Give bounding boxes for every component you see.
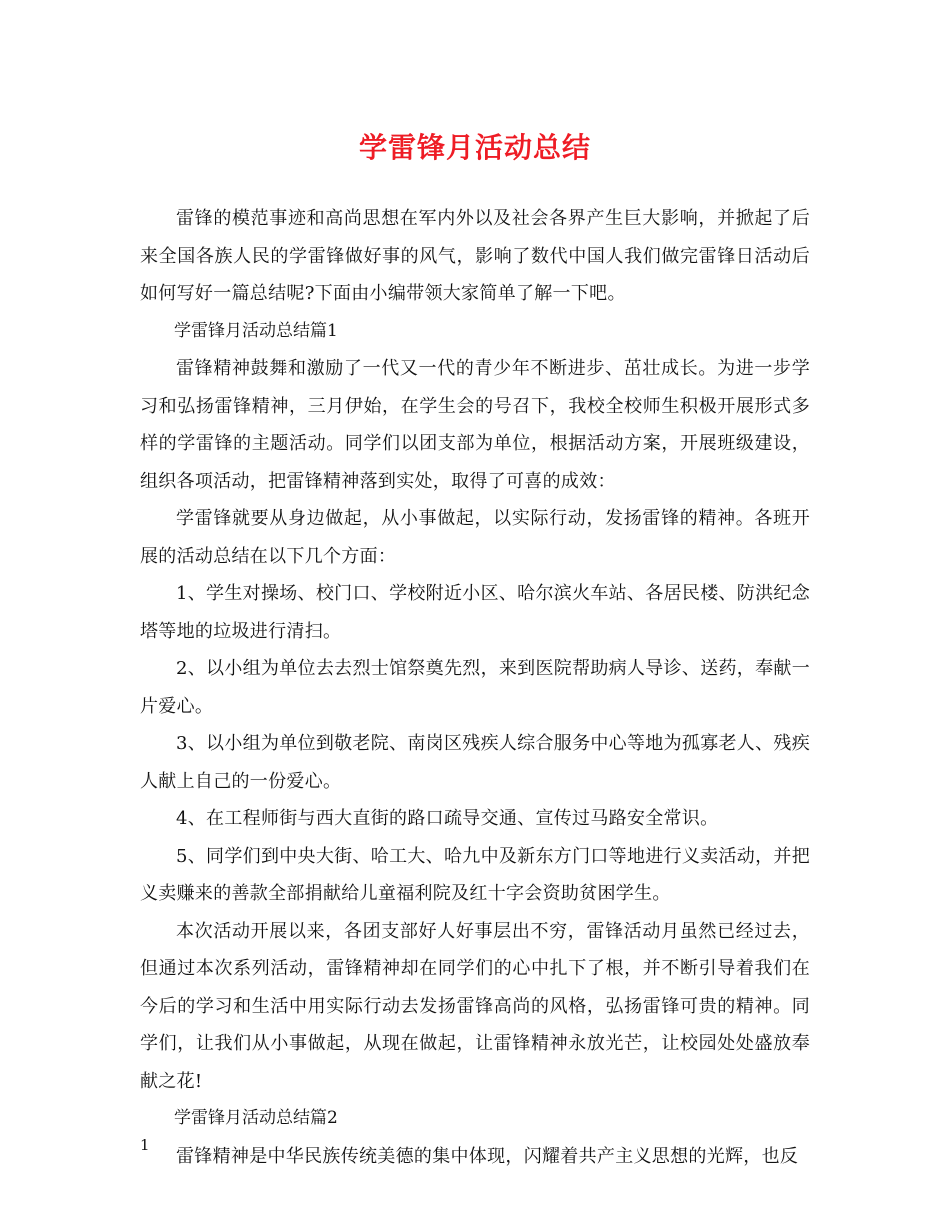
page-number: 1 [140,1136,150,1154]
document-title: 学雷锋月活动总结 [358,131,591,164]
list-item: 1、学生对操场、校门口、学校附近小区、哈尔滨火车站、各居民楼、防洪纪念塔等地的垃圾进行清扫。 [140,583,810,642]
section-2-paragraph: 雷锋精神是中华民族传统美德的集中体现，闪耀着共产主义思想的光辉，也反 [176,1145,799,1167]
section-1-conclusion: 本次活动开展以来，各团支部好人好事层出不穷，雷锋活动月虽然已经过去，但通过本次系列活动，雷锋精神却在同学们的心中扎下了根，并不断引导着我们在今后的学习和生活中用实际行动去发扬雷锋高尚的风格，弘扬雷锋可贵的精神。同学们，让我们从小事做起，从现在做起，让雷锋精神永放光芒，让校园处处盛放奉献之花! [140,920,810,1092]
section-heading-1: 学雷锋月活动总结篇1 [174,320,338,341]
list-item: 2、以小组为单位去去烈士馆祭奠先烈，来到医院帮助病人导诊、送药，奉献一片爱心。 [140,658,810,717]
section-heading-2: 学雷锋月活动总结篇2 [174,1108,338,1128]
list-item: 3、以小组为单位到敬老院、南岗区残疾人综合服务中心等地为孤寡老人、残疾人献上自己的一份爱心。 [140,733,810,792]
section-1-paragraph: 学雷锋就要从身边做起，从小事做起，以实际行动，发扬雷锋的精神。各班开展的活动总结在以下几个方面： [140,508,810,567]
intro-paragraph: 雷锋的模范事迹和高尚思想在军内外以及社会各界产生巨大影响，并掀起了后来全国各族人民的学雷锋做好事的风气，影响了数代中国人我们做完雷锋日活动后如何写好一篇总结呢?下面由小编带领大家简单了解一下吧。 [140,208,810,304]
list-item: 4、在工程师街与西大直街的路口疏导交通、宣传过马路安全常识。 [176,808,719,829]
section-1-paragraph: 雷锋精神鼓舞和激励了一代又一代的青少年不断进步、茁壮成长。为进一步学习和弘扬雷锋精神，三月伊始，在学生会的号召下，我校全校师生积极开展形式多样的学雷锋的主题活动。同学们以团支部为单位，根据活动方案，开展班级建设，组织各项活动，把雷锋精神落到实处，取得了可喜的成效： [140,358,810,492]
document-body [140,200,810,1175]
list-item: 5、同学们到中央大街、哈工大、哈九中及新东方门口等地进行义卖活动，并把义卖赚来的善款全部捐献给儿童福利院及红十字会资助贫困学生。 [140,845,810,904]
